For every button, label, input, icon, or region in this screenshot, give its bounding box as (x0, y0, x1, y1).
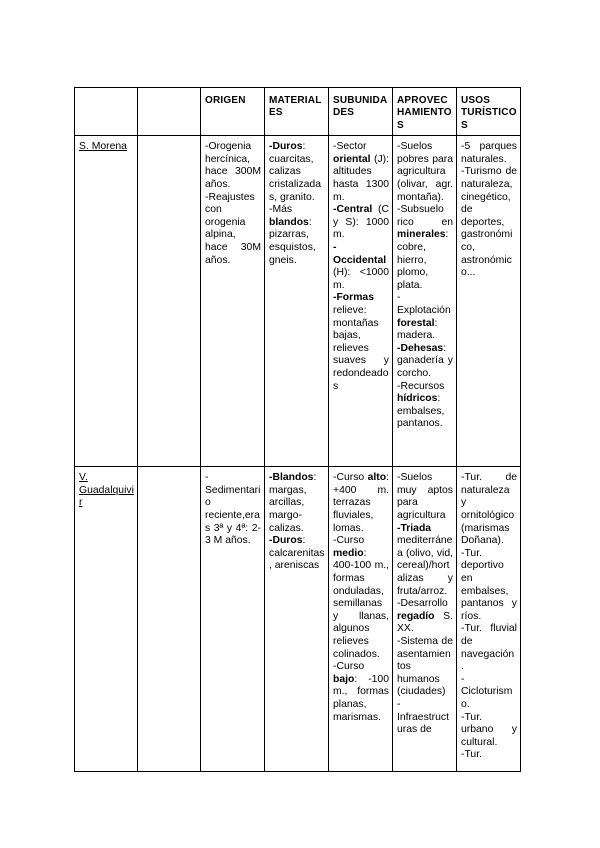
origen-cell (201, 136, 265, 467)
cell-paragraph (461, 472, 517, 548)
materiales-cell (265, 467, 329, 772)
text-run: -Cicloturismo. (461, 673, 513, 710)
text-run: -Curso (333, 535, 365, 547)
text-run: : +400 m. terrazas fluviales, lomas. (333, 472, 389, 534)
bold-term: blandos (269, 216, 309, 228)
cell-paragraph (461, 674, 517, 712)
header-empty-1 (75, 88, 138, 136)
empty-cell (138, 136, 201, 467)
text-run: -Desarrollo (397, 598, 448, 610)
text-run: (C y S): 1000 m. (333, 204, 389, 241)
table-row (75, 136, 521, 467)
cell-paragraph (269, 535, 325, 573)
header-aprovechamientos: APROVECHAMIENTOS (393, 88, 457, 136)
text-run: : cobre, hierro, plomo, plata. (397, 229, 449, 291)
aprovechamientos-cell (393, 136, 457, 467)
header-row (75, 88, 521, 136)
cell-paragraph (461, 548, 517, 624)
cell-paragraph (461, 712, 517, 750)
table-row (75, 467, 521, 772)
subunidades-cell (329, 136, 393, 467)
text-run: (J): altitudes hasta 1300 m. (333, 153, 389, 203)
usos-cell (457, 136, 521, 467)
text-run: : pizarras, esquistos, gneis. (269, 216, 316, 266)
text-run: -Reajustes con orogenia alpina, hace 30M años. (205, 191, 261, 266)
text-run: -Orogenia hercínica, hace 300M años. (205, 141, 261, 190)
text-run: : 400-100 m., formas onduladas, semillanas y llanas, algunos relieves colinados. (333, 547, 389, 660)
row-name-label: V. Guadalquivir (79, 472, 134, 509)
text-run: : ganadería y corcho. (397, 342, 453, 379)
origen-cell (201, 467, 265, 772)
text-run: -Sistema de asentamientos humanos (ciudades) (397, 635, 453, 698)
text-run: (H): <1000 m. (333, 267, 389, 291)
text-run: S. XX. (397, 610, 453, 635)
bold-term: oriental (333, 153, 371, 165)
cell-paragraph (333, 661, 389, 724)
cell-paragraph (461, 623, 517, 673)
bold-term: -Blandos (269, 472, 314, 484)
text-run: -Tur. (461, 749, 482, 761)
cell-paragraph (333, 141, 389, 204)
cell-paragraph (269, 204, 325, 267)
cell-paragraph (397, 636, 453, 699)
bold-term: hídricos (397, 393, 438, 405)
row-name (75, 467, 138, 772)
usos-cell (457, 467, 521, 772)
text-run: -Curso (333, 661, 365, 673)
cell-paragraph (461, 749, 517, 762)
subunidades-cell (329, 467, 393, 772)
text-run: -Tur. urbano y cultural. (461, 711, 517, 748)
cell-paragraph (397, 472, 453, 522)
cell-paragraph (333, 204, 389, 242)
bold-term: minerales (397, 229, 446, 241)
text-run: -Recursos (397, 380, 445, 392)
text-run: -Suelos muy aptos para agricultura (397, 472, 453, 521)
cell-paragraph (397, 343, 453, 381)
cell-paragraph (205, 141, 261, 191)
text-run: -5 parques naturales. (461, 141, 517, 165)
cell-paragraph (205, 192, 261, 268)
bold-term: forestal (397, 317, 435, 329)
cell-paragraph (397, 381, 453, 431)
header-origen: ORIGEN (201, 88, 265, 136)
text-run: -Sedimentario reciente,eras 3ª y 4ª: 2-3 M años. (205, 472, 261, 547)
bold-term: -Occidental (333, 241, 387, 266)
text-run: -Tur. de naturaleza y ornitológico (marismas Doñana). (461, 472, 517, 547)
cell-paragraph (461, 141, 517, 166)
header-materiales: MATERIALES (265, 88, 329, 136)
header-subunidades: SUBUNIDADES (329, 88, 393, 136)
text-run: -Curso (333, 472, 368, 484)
row-name-label: S. Morena (79, 141, 127, 153)
bold-term: -Duros (269, 535, 303, 547)
bold-term: -Central (333, 204, 373, 216)
header-usos-turisticos: USOS TURÍSTICOS (457, 88, 521, 136)
cell-paragraph (397, 141, 453, 204)
cell-paragraph (333, 242, 389, 292)
geography-table (74, 87, 521, 772)
cell-paragraph (269, 141, 325, 204)
cell-paragraph (269, 472, 325, 535)
bold-term: -Dehesas (397, 342, 444, 354)
aprovechamientos-cell (393, 467, 457, 772)
bold-term: -Formas (333, 292, 374, 304)
bold-term: -Triada (397, 522, 432, 534)
cell-paragraph (397, 523, 453, 599)
bold-term: -Duros (269, 141, 303, 153)
text-run: -Explotación (397, 292, 451, 316)
empty-cell (138, 467, 201, 772)
cell-paragraph (205, 472, 261, 548)
text-run: -Más (269, 204, 293, 216)
bold-term: alto (367, 472, 387, 484)
cell-paragraph (461, 166, 517, 279)
text-run: : embalses, pantanos. (397, 393, 445, 430)
row-name (75, 136, 138, 467)
text-run: : margas, arcillas, margo-calizas. (269, 472, 317, 534)
text-run: : madera. (397, 317, 438, 342)
text-run: relieve: montañas bajas, relieves suaves y redondeados (333, 304, 389, 392)
cell-paragraph (333, 472, 389, 535)
text-run: -Tur. deportivo en embalses, pantanos y ríos. (461, 547, 517, 622)
text-run: -Subsuelo rico en (397, 204, 453, 228)
cell-paragraph (397, 699, 453, 737)
cell-paragraph (397, 204, 453, 292)
text-run: : -100 m., formas planas, marismas. (333, 673, 389, 723)
bold-term: medio (333, 547, 364, 559)
text-run: : cuarcitas, calizas cristalizadas, granito. (269, 141, 321, 203)
text-run: -Suelos pobres para agricultura (olivar, agr. montaña). (397, 141, 453, 203)
text-run: : calcarenitas, areniscas (269, 535, 325, 572)
text-run: -Sector (333, 141, 367, 153)
header-empty-2 (138, 88, 201, 136)
text-run: -Infraestructuras de (397, 698, 449, 736)
cell-paragraph (333, 292, 389, 393)
cell-paragraph (397, 292, 453, 342)
text-run: -Turismo de naturaleza, cinegético, de deportes, gastronómico, astronómico... (461, 166, 517, 279)
materiales-cell (265, 136, 329, 467)
text-run: -Tur. fluvial de navegación. (461, 623, 517, 673)
bold-term: regadío (397, 610, 435, 622)
text-run: mediterránea (olivo, vid, cereal)/hortalizas y fruta/arroz. (397, 535, 453, 597)
cell-paragraph (333, 535, 389, 661)
bold-term: bajo (333, 673, 355, 685)
cell-paragraph (397, 598, 453, 636)
